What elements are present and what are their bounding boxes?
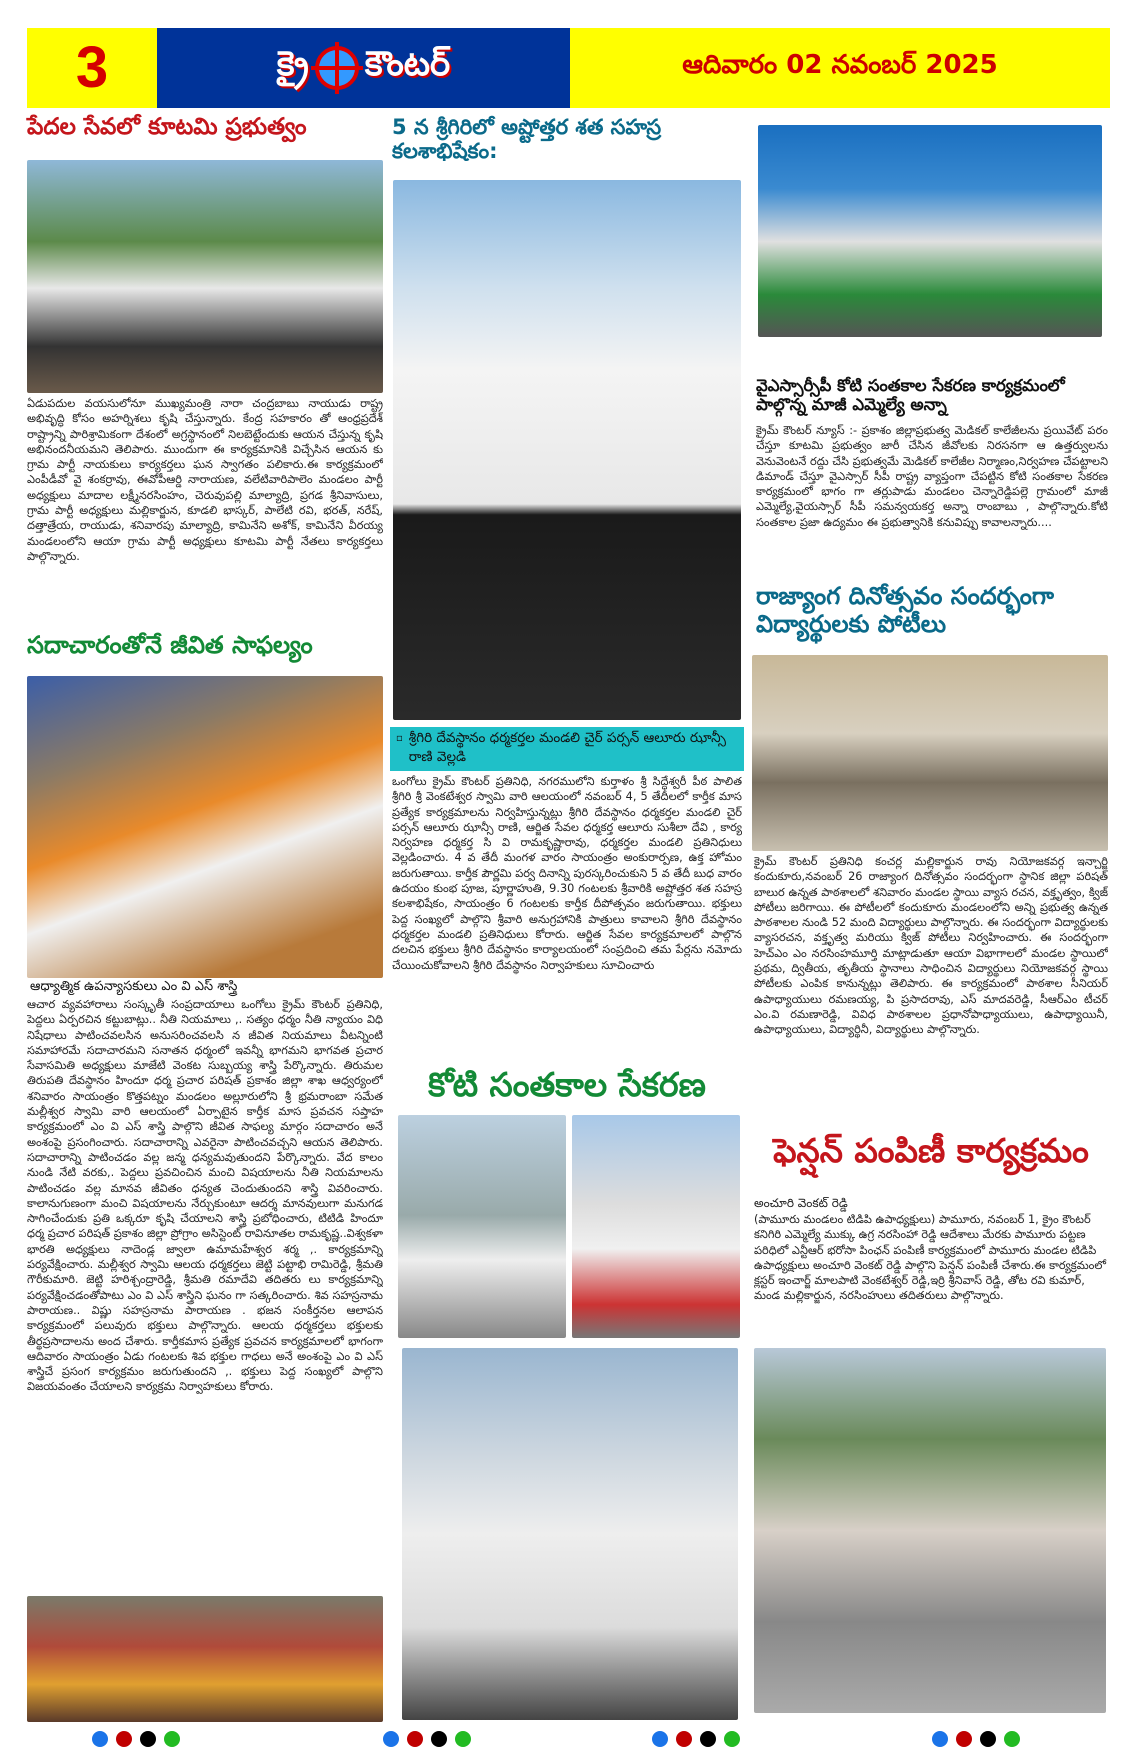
photo-caption-sastry: ఆధ్యాత్మిక ఉపన్యాసకులు ఎం వి ఎస్ శాస్త్రి xyxy=(30,979,238,994)
color-dot-icon xyxy=(116,1731,132,1747)
article-body-ysrcp: క్రైమ్ కౌంటర్ న్యూస్ :- ప్రకాశం జిల్లాప్రభుత్వ మెడికల్ కాలేజీలను ప్రయివేట్ పరం చేస్తూ కూటమి ప్రభుత్వం జారీ చేసిన జీవోలకు నిరసనగా ఆ ఉత్తర్వులను వెనువెంటనే రద్దు చేసి ప్రభుత్వమే మెడికల్ కాలేజీల నిర్మాణం,నిర్వహణ చేపట్టాలని డిమాండ్ చేస్తూ వైఎస్సార్ సీపీ రాష్ట్ర వ్యాప్తంగా చేపట్టిన కోటి సంతకాల సేకరణ కార్యక్రమంలో భాగం గా తర్లుపాడు మండలం చెన్నారెడ్డిపల్లె గ్రామంలో మాజీ ఎమ్మెల్యే,వైయస్సార్ సీపీ సమన్వయకర్త అన్నా రాంబాబు , పాల్గొన్నారు.కోటి సంతకాల ప్రజా ఉద్యమం ఈ ప్రభుత్వానికి కనువిప్పు కావాలన్నారు.... xyxy=(756,424,1108,529)
photo-signature-campaign-1 xyxy=(398,1115,566,1338)
color-dot-icon xyxy=(407,1731,423,1747)
color-dot-icon xyxy=(956,1731,972,1747)
masthead xyxy=(27,28,1110,108)
newspaper-logo xyxy=(157,28,570,108)
color-dot-icon xyxy=(724,1731,740,1747)
color-dot-icon xyxy=(431,1731,447,1747)
color-dot-icon xyxy=(700,1731,716,1747)
photo-mvs-sastry xyxy=(27,676,383,978)
highlight-text: శ్రీగిరి దేవస్థానం ధర్మకర్తల మండలి చైర్ పర్సన్ ఆలూరు ఝాన్సీ రాణి వెల్లడి xyxy=(408,730,727,765)
photo-students-competition xyxy=(752,655,1108,851)
color-dot-icon xyxy=(455,1731,471,1747)
article-body-coalition: ఏడుపదుల వయసులోనూ ముఖ్యమంత్రి నారా చంద్రబాబు నాయుడు రాష్ట్ర అభివృద్ధి కోసం అహర్నిశలు కృషి చేస్తున్నారు. కేంద్ర సహకారం తో ఆంధ్రప్రదేశ్ రాష్ట్రాన్ని పారిశ్రామికంగా దేశంలో అగ్రస్థానంలో నిలబెట్టేందుకు ఆయన చేస్తున్న కృషి అభినందనీయమని తెలిపారు. ముందుగా ఈ కార్యక్రమానికి విచ్చేసిన ఆయన కు గ్రామ పార్టీ నాయకులు కార్యకర్తలు ఘన స్వాగతం పలికారు.ఈ కార్యక్రమంలో ఎంపీడీవో వై శంకర్రావు, ఈవోపీఆర్డి నారాయణ, వలేటివారిపాలెం మండలం పార్టీ అధ్యక్షులు మాదాల లక్ష్మీనరసింహం, చెరువుపల్లి మాల్యాద్రి, ప్రగడ శ్రీనివాసులు, గ్రామ పార్టీ అధ్యక్షులు మల్లికార్జున, కూడలి భాస్కర్, పాలేటి రవి, భరత్, నరేష్, దత్తాత్రేయ, రాయుడు, శనివారపు మాల్యాద్రి, కామినేని అశోక్, కామినేని వీరయ్య మండలంలోని ఆయా గ్రామ పార్టీ అధ్యక్షులు కూటమి పార్టీ నేతలు కార్యకర్తలు పాల్గొన్నారు. xyxy=(27,397,383,563)
color-dot-icon xyxy=(164,1731,180,1747)
headline-srigiri-kalasabhishekam: 5 న శ్రీగిరిలో అష్టోత్తర శత సహస్ర కలశాభిషేకం: xyxy=(392,115,662,164)
square-bullet-icon: ▫ xyxy=(396,733,403,744)
dot-group xyxy=(652,1731,740,1747)
highlight-box xyxy=(390,727,744,771)
dot-group xyxy=(383,1731,471,1747)
color-dot-icon xyxy=(140,1731,156,1747)
photo-ysrcp-event xyxy=(758,125,1102,337)
photo-srigiri-temple xyxy=(393,180,741,720)
color-dot-icon xyxy=(652,1731,668,1747)
byline-venkat-reddy: అంచూరి వెంకట్ రెడ్డి xyxy=(754,1196,848,1210)
photo-pension-distribution xyxy=(754,1348,1106,1713)
headline-coalition-service: పేదల సేవలో కూటమి ప్రభుత్వం xyxy=(27,114,307,140)
logo-text-crime: క్రై xyxy=(276,44,309,84)
dot-group xyxy=(92,1731,180,1747)
article-body-srigiri: ఒంగోలు క్రైమ్ కౌంటర్ ప్రతినిధి, నగరములోని కుర్తాళం శ్రీ సిద్ధేశ్వరీ పీఠ పాలిత శ్రీగిరి శ్రీ వెంకటేశ్వర స్వామి వారి ఆలయంలో నవంబర్ 4, 5 తేదీలలో కార్తీక మాస ప్రత్యేక కార్యక్రమాలను నిర్వహిస్తున్నట్లు శ్రీగిరి దేవస్థానం ధర్మకర్తల మండలి చైర్ పర్సన్ ఆలూరు ఝాన్సీ రాణి, ఆర్జిత సేవల ధర్మకర్త ఆలూరు సుశీలా దేవి , కార్య నిర్వహణ ధర్మకర్త సి వి రామకృష్ణారావు, ధర్మకర్తల మండలి ప్రతినిధులు వెల్లడించారు. 4 వ తేదీ మంగళ వారం సాయంత్రం అంకురార్పణ, ఉక్త హోమం జరుగుతాయి. కార్తీక పౌర్ణమి పర్వ దినాన్ని పురస్కరించుకుని 5 వ తేదీ బుధ వారం ఉదయం కుంభ పూజ, పూర్ణాహుతి, 9.30 గంటలకు శ్రీవారికి అష్టోత్తర శత సహస్ర కలశాభిషేకం, సాయంత్రం 6 గంటలకు కార్తీక దీపోత్సవం జరుగుతాయి. భక్తులు పెద్ద సంఖ్యలో పాల్గొని శ్రీవారి అనుగ్రహానికి పాత్రులు కావాలని శ్రీగిరి దేవస్థానం ధర్మకర్తల మండలి ప్రతినిధులు కోరారు. ఆర్జిత సేవల కార్యక్రమాలలో పాల్గొన దలచిన భక్తులు శ్రీగిరి దేవస్థానం కార్యాలయంలో సంప్రదించి తమ పేర్లను నమోదు చేయించుకోవాలని శ్రీగిరి దేవస్థానం నిర్వాహకులు సూచించారు xyxy=(392,775,742,972)
color-dot-icon xyxy=(980,1731,996,1747)
crosshair-icon xyxy=(315,46,359,90)
article-body-pension: (పామూరు మండలం టిడిపి ఉపాధ్యక్షులు) పామూరు, నవంబర్ 1, క్రైం కౌంటర్ కనిగిరి ఎమ్మెల్యే ముక్కు ఉగ్ర నరసింహా రెడ్డి ఆదేశాలు మేరకు పామూరు పట్టణ పరిధిలో ఎన్టీఆర్ భరోసా పింఛన్ పంపిణీ కార్యక్రమంలో పామూరు మండల టిడిపి ఉపాధ్యక్షులు అంచూరి వెంకట్ రెడ్డి పాల్గొని పెన్షన్ పంపిణీ చేశారు.ఈ కార్యక్రమంలో క్లస్టర్ ఇంచార్జ్ మాలపాటి వెంకటేశ్వర్ రెడ్డి,ఇర్రి శ్రీనివాస్ రెడ్డి, తోట రవి కుమార్, మండ మల్లికార్జున, నరసింహులు తదితరులు పాల్గొన్నారు. xyxy=(754,1213,1107,1303)
article-body-sadacharam: ఆచార వ్యవహారాలు సంస్కృతీ సంప్రదాయాలు ఒంగోలు క్రైమ్ కౌంటర్ ప్రతినిధి, పెద్దలు ఏర్పరచిన కట్టుబాట్లు.. నీతి నియమాలు ,. సత్యం ధర్మం నీతి న్యాయం విధి నిషేధాలు పాటించవలసిన అనుసరించవలసి న జీవిత నియమాలు వీటన్నింటి సమాహారమే సదాచారమని సనాతన ధర్మంలో ఇవన్నీ భాగమని భాగవత ప్రచార సేవాసమితి అధ్యక్షులు మాజేటి వెంకట సుబ్బయ్య శాస్త్రి పేర్కొన్నారు. తిరుమల తిరుపతి దేవస్థానం హిందూ ధర్మ ప్రచార పరిషత్ ప్రకాశం జిల్లా శాఖ ఆధ్వర్యంలో శనివారం సాయంత్రం కొత్తపట్నం మండలం అల్లూరులోని శ్రీ భ్రమరాంబా సమేత మల్లీశ్వర స్వామి వారి ఆలయంలో ఏర్పాటైన కార్తీక మాస ప్రవచన సప్తాహ కార్యక్రమంలో ఎం వి ఎస్ శాస్త్రి పాల్గొని జీవిత సాఫల్య మార్గం సదాచారం అనే అంశంపై ప్రసంగించారు. సదాచారాన్ని ఎవరైనా పాటించవచ్చని ఆయన తెలిపారు. సదాచారాన్ని పాటించడం వల్ల జన్మ ధన్యమవుతుందని పేర్కొన్నారు. వేద కాలం నుండి నేటి వరకు,. పెద్దలు ప్రవచించిన మంచి విషయాలను నీతి నియమాలను పాటించడం వల్ల మానవ జీవితం ధన్యత చెందుతుందని శాస్త్రి వివరించారు. కాలానుగుణంగా మంచి విషయాలను నేర్చుకుంటూ ఆదర్శ మానవులుగా మనుగడ సాగించేందుకు ప్రతి ఒక్కరూ కృషి చేయాలని శాస్త్రి ప్రబోధించారు, టిటిడి హిందూ ధర్మ ప్రచార పరిషత్ ప్రకాశం జిల్లా ప్రోగ్రాం అసిస్టెంట్ రావినూతల రామకృష్ణ..విశ్వకళా భారతి అధ్యక్షులు నాదెండ్ల జ్వాలా ఉమామహేశ్వర శర్మ ,. కార్యక్రమాన్ని పర్యవేక్షించారు. మల్లీశ్వర స్వామి ఆలయ ధర్మకర్తలు జెట్టి పట్టాభి రామిరెడ్డి, శ్రీమతి గౌరీకుమారి. జెట్టి హరిశ్చంద్రారెడ్డి, శ్రీమతి రమాదేవి తదితరు లు కార్యక్రమాన్ని పర్యవేక్షించడంతోపాటు ఎం వి ఎస్ శాస్త్రిని ఘనం గా సత్కరించారు. శివ సహస్రనామ పారాయణ.. విష్ణు సహస్రనామ పారాయణ . భజన సంకీర్తనల ఆలాపన కార్యక్రమంలో పలువురు భక్తులు పాల్గొన్నారు. ఆలయ ధర్మకర్తలు భక్తులకు తీర్థప్రసాదాలను అంద చేశారు. కార్తీకమాస ప్రత్యేక ప్రవచన కార్యక్రమాలలో భాగంగా ఆదివారం సాయంత్రం ఏడు గంటలకు శివ భక్తుల గాధలు అనే అంశంపై ఎం వి ఎస్ శాస్త్రిచే ప్రసంగ కార్యక్రమం జరుగుతుందని ,. భక్తులు పెద్ద సంఖ్యలో పాల్గొని విజయవంతం చేయాలని కార్యక్రమ నిర్వాహకులు కోరారు. xyxy=(27,998,383,1394)
headline-constitution-day: రాజ్యాంగ దినోత్సవం సందర్భంగా విద్యార్థులకు పోటీలు xyxy=(756,582,1054,638)
headline-koti-santhakala: కోటి సంతకాల సేకరణ xyxy=(428,1065,706,1104)
photo-signature-campaign-2 xyxy=(572,1115,740,1338)
headline-sadacharam: సదాచారంతోనే జీవిత సాఫల్యం xyxy=(27,631,313,659)
issue-date: ఆదివారం 02 నవంబర్ 2025 xyxy=(682,50,998,80)
photo-devotees-gathering xyxy=(27,1596,383,1722)
dot-group xyxy=(932,1731,1020,1747)
color-dot-icon xyxy=(1004,1731,1020,1747)
color-dot-icon xyxy=(932,1731,948,1747)
logo-text-counter: కౌంటర్ xyxy=(364,44,451,84)
page-number: 3 xyxy=(75,35,109,100)
photo-coalition-leaders xyxy=(27,160,383,393)
photo-ysr-statue xyxy=(402,1348,738,1720)
headline-ysrcp-signatures: వైఎస్సార్సీపీ కోటి సంతకాల సేకరణ కార్యక్రమంలో పాల్గొన్న మాజీ ఎమ్మెల్యే అన్నా xyxy=(756,376,1065,414)
headline-pension-distribution: ఫెన్షన్ పంపిణీ కార్యక్రమం xyxy=(773,1131,1089,1170)
article-body-constitution: క్రైమ్ కౌంటర్ ప్రతినిధి కంచర్ల మల్లికార్జున రావు నియోజకవర్గ ఇన్చార్జి కందుకూరు,నవంబర్ 26 రాజ్యాంగ దినోత్సవం సందర్భంగా స్థానిక జిల్లా పరిషత్ బాలుర ఉన్నత పాఠశాలలో శనివారం మండల స్థాయి వ్యాస రచన, వక్తృత్వం, క్విజ్ పోటీలు జరిగాయి. ఈ పోటీలలో కందుకూరు మండలంలోని అన్ని ప్రభుత్వ ఉన్నత పాఠశాలల నుండి 52 మంది విద్యార్థులు పాల్గొన్నారు. ఈ సందర్భంగా విద్యార్థులకు వ్యాసరచన, వక్తృత్వ మరియు క్విజ్ పోటీలు నిర్వహించారు. ఈ సందర్భంగా హెచ్ఎం ఎం నరసింహమూర్తి మాట్లాడుతూ ఆయా విభాగాలలో మండల స్థాయిలో ప్రథమ, ద్వితీయ, తృతీయ స్థానాలు సాధించిన విద్యార్థులు నియోజకవర్గ స్థాయి పోటీలకు ఎంపిక కానున్నట్లు తెలిపారు. ఈ కార్యక్రమంలో పాఠశాల సీనియర్ ఉపాధ్యాయులు రమణయ్య, పి ప్రసాదరావు, ఎస్ మాదవరెడ్డి, సీఆర్ఎం టీచర్ ఎం.వి రమణారెడ్డి, వివిధ పాఠశాలల ప్రధానోపాధ్యాయులు, ఉపాధ్యాయినీ, ఉపాధ్యాయులు, విద్యార్థినీ, విద్యార్థులు పాల్గొన్నారు. xyxy=(754,855,1108,1037)
color-dot-icon xyxy=(676,1731,692,1747)
color-dot-icon xyxy=(92,1731,108,1747)
color-dot-icon xyxy=(383,1731,399,1747)
